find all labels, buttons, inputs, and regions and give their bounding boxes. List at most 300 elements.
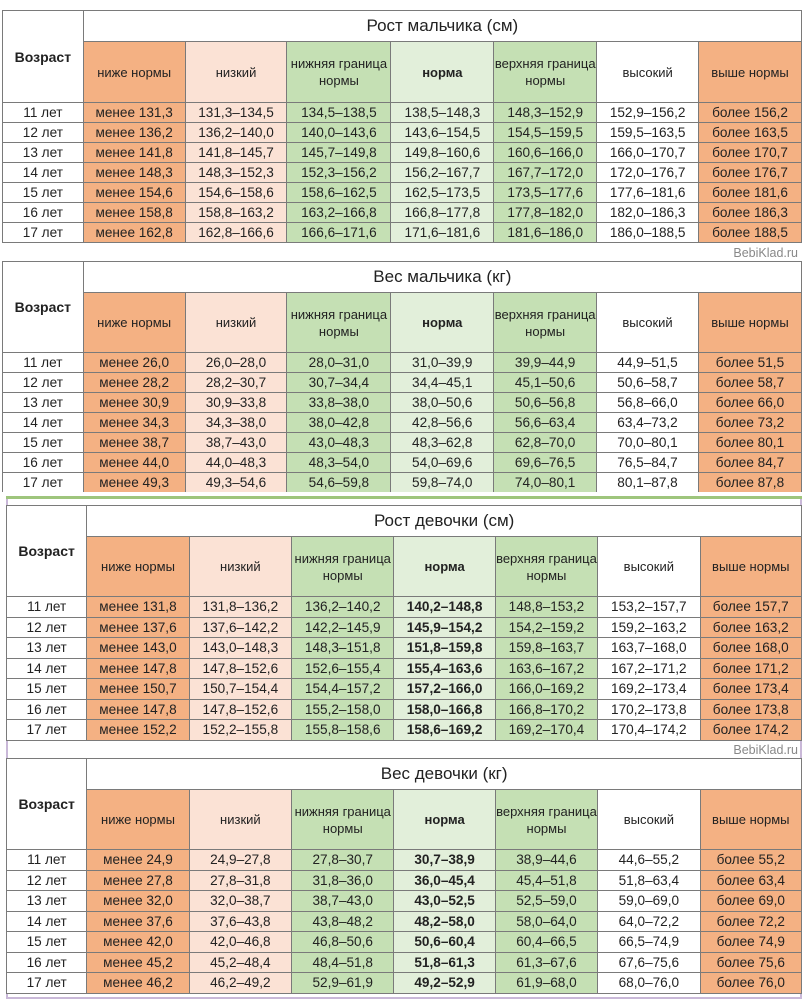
value-cell: 181,6–186,0 bbox=[494, 223, 597, 243]
table-row bbox=[7, 850, 802, 871]
value-cell: более 171,2 bbox=[700, 658, 801, 679]
value-cell: 38,7–43,0 bbox=[185, 433, 287, 453]
value-cell: 60,4–66,5 bbox=[495, 932, 597, 953]
value-cell: 166,0–170,7 bbox=[597, 143, 699, 163]
watermark: BebiKlad.ru bbox=[733, 246, 798, 260]
value-cell: 50,6–56,8 bbox=[494, 393, 597, 413]
value-cell: 136,2–140,2 bbox=[292, 597, 394, 618]
value-cell: 42,8–56,6 bbox=[391, 413, 494, 433]
girl-panel bbox=[6, 496, 802, 999]
value-cell: 43,8–48,2 bbox=[292, 911, 394, 932]
girl-height-table bbox=[6, 505, 802, 741]
value-cell: 58,0–64,0 bbox=[495, 911, 597, 932]
value-cell: 170,2–173,8 bbox=[598, 699, 700, 720]
value-cell: 153,2–157,7 bbox=[598, 597, 700, 618]
value-cell: более 163,5 bbox=[699, 123, 802, 143]
value-cell: 159,8–163,7 bbox=[495, 638, 597, 659]
value-cell: 167,2–171,2 bbox=[598, 658, 700, 679]
value-cell: 163,2–166,8 bbox=[287, 203, 391, 223]
watermark: BebiKlad.ru bbox=[733, 743, 798, 757]
age-cell: 12 лет bbox=[7, 617, 87, 638]
value-cell: 31,8–36,0 bbox=[292, 870, 394, 891]
age-cell: 11 лет bbox=[7, 597, 87, 618]
age-cell: 17 лет bbox=[7, 973, 87, 994]
value-cell: 26,0–28,0 bbox=[185, 353, 287, 373]
table-title: Вес мальчика (кг) bbox=[83, 262, 801, 293]
table-row bbox=[3, 413, 802, 433]
value-cell: 151,8–159,8 bbox=[394, 638, 495, 659]
value-cell: 38,7–43,0 bbox=[292, 891, 394, 912]
column-header: верхняя граница нормы bbox=[495, 790, 597, 850]
value-cell: 49,3–54,6 bbox=[185, 473, 287, 493]
age-cell: 14 лет bbox=[3, 413, 84, 433]
value-cell: 155,2–158,0 bbox=[292, 699, 394, 720]
value-cell: 66,5–74,9 bbox=[598, 932, 700, 953]
value-cell: 76,5–84,7 bbox=[597, 453, 699, 473]
value-cell: 38,9–44,6 bbox=[495, 850, 597, 871]
column-header: выше нормы bbox=[700, 790, 801, 850]
column-header: нижняя граница нормы bbox=[292, 790, 394, 850]
column-header: норма bbox=[391, 293, 494, 353]
value-cell: 166,6–171,6 bbox=[287, 223, 391, 243]
column-header: ниже нормы bbox=[83, 293, 185, 353]
girl-height-block bbox=[6, 505, 802, 741]
value-cell: 172,0–176,7 bbox=[597, 163, 699, 183]
value-cell: более 176,7 bbox=[699, 163, 802, 183]
column-header: низкий bbox=[189, 790, 291, 850]
value-cell: 150,7–154,4 bbox=[189, 679, 291, 700]
value-cell: 36,0–45,4 bbox=[394, 870, 495, 891]
age-cell: 14 лет bbox=[3, 163, 84, 183]
value-cell: 34,3–38,0 bbox=[185, 413, 287, 433]
value-cell: менее 147,8 bbox=[87, 658, 189, 679]
column-header: нижняя граница нормы bbox=[292, 537, 394, 597]
value-cell: менее 26,0 bbox=[83, 353, 185, 373]
column-header: высокий bbox=[597, 293, 699, 353]
value-cell: 169,2–170,4 bbox=[495, 720, 597, 741]
value-cell: 67,6–75,6 bbox=[598, 952, 700, 973]
value-cell: 46,8–50,6 bbox=[292, 932, 394, 953]
value-cell: 145,7–149,8 bbox=[287, 143, 391, 163]
girl-weight-table bbox=[6, 758, 802, 994]
value-cell: 45,4–51,8 bbox=[495, 870, 597, 891]
value-cell: менее 136,2 bbox=[83, 123, 185, 143]
column-header: высокий bbox=[598, 790, 700, 850]
table-row bbox=[3, 433, 802, 453]
value-cell: 56,6–63,4 bbox=[494, 413, 597, 433]
value-cell: 131,8–136,2 bbox=[189, 597, 291, 618]
value-cell: 163,7–168,0 bbox=[598, 638, 700, 659]
column-header: низкий bbox=[185, 293, 287, 353]
age-cell: 16 лет bbox=[7, 952, 87, 973]
boy-height-table bbox=[2, 10, 802, 243]
table-row bbox=[7, 932, 802, 953]
value-cell: более 173,8 bbox=[700, 699, 801, 720]
age-cell: 11 лет bbox=[3, 353, 84, 373]
value-cell: более 170,7 bbox=[699, 143, 802, 163]
column-header: верхняя граница нормы bbox=[495, 537, 597, 597]
table-row bbox=[7, 891, 802, 912]
value-cell: менее 150,7 bbox=[87, 679, 189, 700]
value-cell: более 80,1 bbox=[698, 433, 801, 453]
age-cell: 12 лет bbox=[7, 870, 87, 891]
value-cell: 42,0–46,8 bbox=[189, 932, 291, 953]
table-row bbox=[7, 952, 802, 973]
value-cell: 182,0–186,3 bbox=[597, 203, 699, 223]
column-header: верхняя граница нормы bbox=[494, 42, 597, 103]
value-cell: более 157,7 bbox=[700, 597, 801, 618]
value-cell: менее 46,2 bbox=[87, 973, 189, 994]
value-cell: 141,8–145,7 bbox=[185, 143, 287, 163]
value-cell: 159,5–163,5 bbox=[597, 123, 699, 143]
value-cell: более 55,2 bbox=[700, 850, 801, 871]
value-cell: 48,4–51,8 bbox=[292, 952, 394, 973]
table-row bbox=[7, 699, 802, 720]
age-cell: 11 лет bbox=[3, 103, 84, 123]
value-cell: 138,5–148,3 bbox=[391, 103, 494, 123]
table-row bbox=[7, 973, 802, 994]
value-cell: 152,2–155,8 bbox=[189, 720, 291, 741]
value-cell: 152,9–156,2 bbox=[597, 103, 699, 123]
value-cell: менее 154,6 bbox=[83, 183, 185, 203]
table-row bbox=[3, 453, 802, 473]
value-cell: 74,0–80,1 bbox=[494, 473, 597, 493]
value-cell: менее 38,7 bbox=[83, 433, 185, 453]
age-cell: 16 лет bbox=[3, 453, 84, 473]
column-header: высокий bbox=[598, 537, 700, 597]
age-cell: 15 лет bbox=[7, 679, 87, 700]
column-header: ниже нормы bbox=[87, 790, 189, 850]
value-cell: менее 32,0 bbox=[87, 891, 189, 912]
value-cell: менее 37,6 bbox=[87, 911, 189, 932]
value-cell: менее 44,0 bbox=[83, 453, 185, 473]
table-row bbox=[3, 123, 802, 143]
table-title: Вес девочки (кг) bbox=[87, 759, 802, 790]
value-cell: 166,8–170,2 bbox=[495, 699, 597, 720]
value-cell: 48,3–62,8 bbox=[391, 433, 494, 453]
value-cell: менее 137,6 bbox=[87, 617, 189, 638]
value-cell: 154,6–158,6 bbox=[185, 183, 287, 203]
value-cell: менее 162,8 bbox=[83, 223, 185, 243]
value-cell: 154,5–159,5 bbox=[494, 123, 597, 143]
value-cell: менее 158,8 bbox=[83, 203, 185, 223]
value-cell: 134,5–138,5 bbox=[287, 103, 391, 123]
value-cell: 48,2–58,0 bbox=[394, 911, 495, 932]
value-cell: 30,7–34,4 bbox=[287, 373, 391, 393]
table-row bbox=[3, 353, 802, 373]
value-cell: 52,5–59,0 bbox=[495, 891, 597, 912]
value-cell: 158,8–163,2 bbox=[185, 203, 287, 223]
value-cell: 24,9–27,8 bbox=[189, 850, 291, 871]
age-cell: 17 лет bbox=[3, 473, 84, 493]
value-cell: 45,2–48,4 bbox=[189, 952, 291, 973]
value-cell: менее 28,2 bbox=[83, 373, 185, 393]
column-header: выше нормы bbox=[698, 293, 801, 353]
value-cell: 143,0–148,3 bbox=[189, 638, 291, 659]
value-cell: 31,0–39,9 bbox=[391, 353, 494, 373]
age-column-header: Возраст bbox=[7, 506, 87, 597]
value-cell: 64,0–72,2 bbox=[598, 911, 700, 932]
table-row bbox=[7, 720, 802, 741]
value-cell: 148,3–151,8 bbox=[292, 638, 394, 659]
age-cell: 14 лет bbox=[7, 658, 87, 679]
column-header: выше нормы bbox=[700, 537, 801, 597]
table-row bbox=[7, 617, 802, 638]
value-cell: 59,0–69,0 bbox=[598, 891, 700, 912]
value-cell: 155,4–163,6 bbox=[394, 658, 495, 679]
table-row bbox=[7, 638, 802, 659]
value-cell: 147,8–152,6 bbox=[189, 699, 291, 720]
boy-weight-table bbox=[2, 261, 802, 492]
value-cell: 56,8–66,0 bbox=[597, 393, 699, 413]
value-cell: 158,6–162,5 bbox=[287, 183, 391, 203]
table-title: Рост девочки (см) bbox=[87, 506, 802, 537]
value-cell: 30,9–33,8 bbox=[185, 393, 287, 413]
value-cell: 49,2–52,9 bbox=[394, 973, 495, 994]
value-cell: более 181,6 bbox=[699, 183, 802, 203]
value-cell: более 156,2 bbox=[699, 103, 802, 123]
value-cell: более 174,2 bbox=[700, 720, 801, 741]
value-cell: 154,2–159,2 bbox=[495, 617, 597, 638]
column-header: низкий bbox=[185, 42, 287, 103]
value-cell: 169,2–173,4 bbox=[598, 679, 700, 700]
value-cell: более 188,5 bbox=[699, 223, 802, 243]
value-cell: 158,0–166,8 bbox=[394, 699, 495, 720]
value-cell: 43,0–52,5 bbox=[394, 891, 495, 912]
value-cell: 160,6–166,0 bbox=[494, 143, 597, 163]
value-cell: более 75,6 bbox=[700, 952, 801, 973]
value-cell: 61,3–67,6 bbox=[495, 952, 597, 973]
value-cell: более 84,7 bbox=[698, 453, 801, 473]
table-title: Рост мальчика (см) bbox=[83, 11, 801, 42]
value-cell: 186,0–188,5 bbox=[597, 223, 699, 243]
value-cell: 68,0–76,0 bbox=[598, 973, 700, 994]
age-cell: 15 лет bbox=[3, 433, 84, 453]
column-header: ниже нормы bbox=[87, 537, 189, 597]
table-row bbox=[7, 597, 802, 618]
value-cell: 159,2–163,2 bbox=[598, 617, 700, 638]
boy-panel bbox=[2, 10, 802, 492]
value-cell: 166,0–169,2 bbox=[495, 679, 597, 700]
boy-weight-block bbox=[2, 261, 802, 492]
table-row bbox=[7, 658, 802, 679]
value-cell: 52,9–61,9 bbox=[292, 973, 394, 994]
value-cell: менее 131,3 bbox=[83, 103, 185, 123]
table-row bbox=[3, 143, 802, 163]
value-cell: 44,6–55,2 bbox=[598, 850, 700, 871]
value-cell: 43,0–48,3 bbox=[287, 433, 391, 453]
value-cell: 54,6–59,8 bbox=[287, 473, 391, 493]
value-cell: 145,9–154,2 bbox=[394, 617, 495, 638]
value-cell: 70,0–80,1 bbox=[597, 433, 699, 453]
value-cell: 131,3–134,5 bbox=[185, 103, 287, 123]
value-cell: 51,8–61,3 bbox=[394, 952, 495, 973]
column-header: норма bbox=[394, 537, 495, 597]
value-cell: более 74,9 bbox=[700, 932, 801, 953]
age-cell: 16 лет bbox=[7, 699, 87, 720]
age-cell: 14 лет bbox=[7, 911, 87, 932]
column-header: нижняя граница нормы bbox=[287, 42, 391, 103]
value-cell: 37,6–43,8 bbox=[189, 911, 291, 932]
value-cell: 167,7–172,0 bbox=[494, 163, 597, 183]
value-cell: более 76,0 bbox=[700, 973, 801, 994]
value-cell: 44,0–48,3 bbox=[185, 453, 287, 473]
value-cell: более 51,5 bbox=[698, 353, 801, 373]
value-cell: менее 49,3 bbox=[83, 473, 185, 493]
value-cell: менее 152,2 bbox=[87, 720, 189, 741]
value-cell: 44,9–51,5 bbox=[597, 353, 699, 373]
value-cell: 46,2–49,2 bbox=[189, 973, 291, 994]
value-cell: 155,8–158,6 bbox=[292, 720, 394, 741]
value-cell: более 58,7 bbox=[698, 373, 801, 393]
table-row bbox=[7, 870, 802, 891]
value-cell: менее 24,9 bbox=[87, 850, 189, 871]
value-cell: 166,8–177,8 bbox=[391, 203, 494, 223]
age-cell: 16 лет bbox=[3, 203, 84, 223]
value-cell: 142,2–145,9 bbox=[292, 617, 394, 638]
value-cell: 34,4–45,1 bbox=[391, 373, 494, 393]
value-cell: 50,6–60,4 bbox=[394, 932, 495, 953]
value-cell: более 168,0 bbox=[700, 638, 801, 659]
value-cell: 147,8–152,6 bbox=[189, 658, 291, 679]
table-row bbox=[3, 183, 802, 203]
value-cell: более 66,0 bbox=[698, 393, 801, 413]
value-cell: более 173,4 bbox=[700, 679, 801, 700]
table-row bbox=[3, 223, 802, 243]
table-row bbox=[7, 911, 802, 932]
value-cell: 59,8–74,0 bbox=[391, 473, 494, 493]
value-cell: 39,9–44,9 bbox=[494, 353, 597, 373]
table-row bbox=[3, 203, 802, 223]
value-cell: 63,4–73,2 bbox=[597, 413, 699, 433]
value-cell: менее 42,0 bbox=[87, 932, 189, 953]
value-cell: 27,8–30,7 bbox=[292, 850, 394, 871]
column-header: верхняя граница нормы bbox=[494, 293, 597, 353]
column-header: норма bbox=[391, 42, 494, 103]
value-cell: 148,3–152,3 bbox=[185, 163, 287, 183]
value-cell: менее 143,0 bbox=[87, 638, 189, 659]
value-cell: 173,5–177,6 bbox=[494, 183, 597, 203]
value-cell: менее 34,3 bbox=[83, 413, 185, 433]
table-row bbox=[3, 373, 802, 393]
girl-weight-block bbox=[6, 758, 802, 994]
value-cell: 157,2–166,0 bbox=[394, 679, 495, 700]
value-cell: 163,6–167,2 bbox=[495, 658, 597, 679]
age-cell: 13 лет bbox=[7, 638, 87, 659]
value-cell: 152,6–155,4 bbox=[292, 658, 394, 679]
value-cell: 148,3–152,9 bbox=[494, 103, 597, 123]
value-cell: 148,8–153,2 bbox=[495, 597, 597, 618]
value-cell: 177,6–181,6 bbox=[597, 183, 699, 203]
value-cell: 62,8–70,0 bbox=[494, 433, 597, 453]
value-cell: более 73,2 bbox=[698, 413, 801, 433]
age-cell: 12 лет bbox=[3, 123, 84, 143]
age-cell: 13 лет bbox=[3, 393, 84, 413]
value-cell: 50,6–58,7 bbox=[597, 373, 699, 393]
value-cell: 48,3–54,0 bbox=[287, 453, 391, 473]
value-cell: 54,0–69,6 bbox=[391, 453, 494, 473]
table-row bbox=[7, 679, 802, 700]
value-cell: 38,0–42,8 bbox=[287, 413, 391, 433]
value-cell: 143,6–154,5 bbox=[391, 123, 494, 143]
age-cell: 13 лет bbox=[3, 143, 84, 163]
value-cell: менее 147,8 bbox=[87, 699, 189, 720]
value-cell: 51,8–63,4 bbox=[598, 870, 700, 891]
value-cell: менее 131,8 bbox=[87, 597, 189, 618]
value-cell: более 72,2 bbox=[700, 911, 801, 932]
value-cell: менее 141,8 bbox=[83, 143, 185, 163]
value-cell: менее 27,8 bbox=[87, 870, 189, 891]
value-cell: менее 30,9 bbox=[83, 393, 185, 413]
value-cell: более 163,2 bbox=[700, 617, 801, 638]
boy-height-block bbox=[2, 10, 802, 243]
value-cell: 61,9–68,0 bbox=[495, 973, 597, 994]
value-cell: 152,3–156,2 bbox=[287, 163, 391, 183]
value-cell: менее 148,3 bbox=[83, 163, 185, 183]
table-row bbox=[3, 163, 802, 183]
table-row bbox=[3, 473, 802, 493]
table-row bbox=[3, 393, 802, 413]
age-cell: 13 лет bbox=[7, 891, 87, 912]
value-cell: 30,7–38,9 bbox=[394, 850, 495, 871]
column-header: ниже нормы bbox=[83, 42, 185, 103]
value-cell: 27,8–31,8 bbox=[189, 870, 291, 891]
column-header: выше нормы bbox=[699, 42, 802, 103]
value-cell: 140,2–148,8 bbox=[394, 597, 495, 618]
value-cell: 80,1–87,8 bbox=[597, 473, 699, 493]
value-cell: 177,8–182,0 bbox=[494, 203, 597, 223]
age-column-header: Возраст bbox=[3, 262, 84, 353]
value-cell: менее 45,2 bbox=[87, 952, 189, 973]
value-cell: 154,4–157,2 bbox=[292, 679, 394, 700]
value-cell: 136,2–140,0 bbox=[185, 123, 287, 143]
value-cell: более 186,3 bbox=[699, 203, 802, 223]
value-cell: 149,8–160,6 bbox=[391, 143, 494, 163]
age-cell: 12 лет bbox=[3, 373, 84, 393]
value-cell: 28,2–30,7 bbox=[185, 373, 287, 393]
value-cell: 156,2–167,7 bbox=[391, 163, 494, 183]
value-cell: 69,6–76,5 bbox=[494, 453, 597, 473]
value-cell: 33,8–38,0 bbox=[287, 393, 391, 413]
value-cell: 158,6–169,2 bbox=[394, 720, 495, 741]
age-cell: 15 лет bbox=[7, 932, 87, 953]
value-cell: более 87,8 bbox=[698, 473, 801, 493]
column-header: норма bbox=[394, 790, 495, 850]
value-cell: 38,0–50,6 bbox=[391, 393, 494, 413]
age-cell: 17 лет bbox=[3, 223, 84, 243]
age-cell: 15 лет bbox=[3, 183, 84, 203]
value-cell: более 69,0 bbox=[700, 891, 801, 912]
value-cell: 45,1–50,6 bbox=[494, 373, 597, 393]
age-cell: 17 лет bbox=[7, 720, 87, 741]
value-cell: 162,5–173,5 bbox=[391, 183, 494, 203]
age-column-header: Возраст bbox=[7, 759, 87, 850]
value-cell: 162,8–166,6 bbox=[185, 223, 287, 243]
column-header: низкий bbox=[189, 537, 291, 597]
column-header: нижняя граница нормы bbox=[287, 293, 391, 353]
value-cell: более 63,4 bbox=[700, 870, 801, 891]
age-column-header: Возраст bbox=[3, 11, 84, 103]
table-row bbox=[3, 103, 802, 123]
value-cell: 171,6–181,6 bbox=[391, 223, 494, 243]
value-cell: 137,6–142,2 bbox=[189, 617, 291, 638]
value-cell: 28,0–31,0 bbox=[287, 353, 391, 373]
value-cell: 32,0–38,7 bbox=[189, 891, 291, 912]
age-cell: 11 лет bbox=[7, 850, 87, 871]
value-cell: 170,4–174,2 bbox=[598, 720, 700, 741]
value-cell: 140,0–143,6 bbox=[287, 123, 391, 143]
column-header: высокий bbox=[597, 42, 699, 103]
